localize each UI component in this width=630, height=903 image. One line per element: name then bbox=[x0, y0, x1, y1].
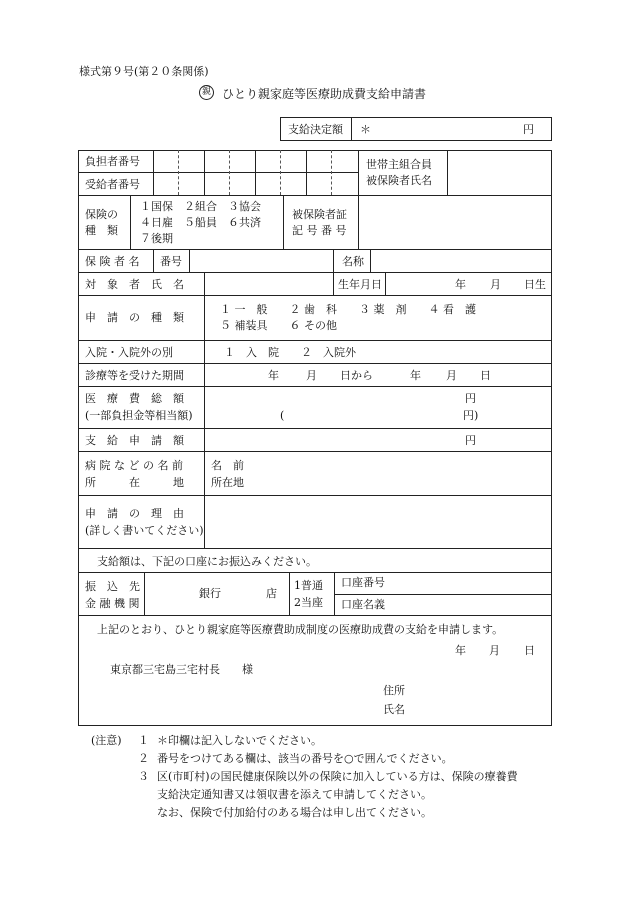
notes-label: (注意) bbox=[91, 734, 122, 747]
decision-amount-yen: 円 bbox=[523, 123, 534, 136]
meisho-label: 名称 bbox=[342, 255, 364, 268]
riyu-label-2: (詳しく書いてください) bbox=[85, 524, 204, 537]
birth-month-unit: 月 bbox=[490, 278, 501, 291]
ten-label: 店 bbox=[266, 587, 277, 600]
shinsei-type-label: 申 請 の 種 類 bbox=[85, 311, 184, 324]
decision-amount-asterisk: ＊ bbox=[360, 123, 371, 136]
taisho-label: 対 象 者 氏 名 bbox=[85, 278, 184, 291]
hoken-option-1: １国保 ２組合 ３協会 bbox=[140, 200, 261, 213]
furikomi-label-1: 振 込 先 bbox=[85, 580, 140, 593]
hihoken-label-2: 記 号 番 号 bbox=[292, 224, 347, 237]
riyu-label-1: 申 請 の 理 由 bbox=[85, 507, 184, 520]
ginko-label: 銀行 bbox=[199, 587, 221, 600]
byoin-label-2: 所 在 地 bbox=[85, 476, 184, 489]
iryo-label-1: 医 療 費 総 額 bbox=[85, 392, 184, 405]
jukyu-label: 受給者番号 bbox=[85, 178, 140, 191]
nyuin-label: 入院・入院外の別 bbox=[85, 346, 173, 359]
kikan-label: 診療等を受けた期間 bbox=[85, 369, 184, 382]
kikan-end-month: 月 bbox=[446, 369, 457, 382]
futsu-label: 1普通 bbox=[294, 579, 323, 592]
koza-note: 支給額は、下記の口座にお振込みください。 bbox=[97, 555, 317, 568]
shinsei-option-1: １ 一 般 ２ 歯 科 ３ 薬 剤 ４ 看 護 bbox=[220, 303, 476, 316]
jusho-label: 住所 bbox=[383, 684, 405, 697]
note-2: 番号をつけてある欄は、該当の番号を○で囲んでください。 bbox=[157, 752, 453, 765]
page-title: ひとり親家庭等医療助成費支給申請書 bbox=[222, 87, 427, 101]
date-day-unit: 日 bbox=[524, 644, 535, 657]
iryo-yen: 円 bbox=[465, 392, 476, 405]
note-1: ＊印欄は記入しないでください。 bbox=[157, 734, 322, 747]
kikan-start-day: 日から bbox=[340, 369, 373, 382]
birth-day-unit: 日生 bbox=[524, 278, 546, 291]
koza-bango-label: 口座番号 bbox=[341, 576, 385, 589]
iryo-paren-open: ( bbox=[280, 409, 285, 422]
note-3b: 支給決定通知書又は領収書を添えて申請してください。 bbox=[157, 788, 432, 801]
note-1-number: １ bbox=[138, 734, 149, 747]
kikan-end-year: 年 bbox=[410, 369, 421, 382]
form-number: 様式第９号(第２０条関係) bbox=[79, 65, 209, 78]
shimei-label: 氏名 bbox=[383, 703, 405, 716]
shikyu-yen: 円 bbox=[465, 434, 476, 447]
futan-label: 負担者番号 bbox=[85, 155, 140, 168]
date-month-unit: 月 bbox=[489, 644, 500, 657]
oya-mark: 親 bbox=[199, 85, 214, 100]
byoin-address-label: 所在地 bbox=[211, 476, 244, 489]
addressee: 東京都三宅島三宅村長 様 bbox=[110, 663, 253, 676]
kikan-start-month: 月 bbox=[306, 369, 317, 382]
nyuin-options: １ 入 院 ２ 入院外 bbox=[224, 346, 356, 359]
shinsei-option-2: ５ 補装具 ６ その他 bbox=[220, 319, 337, 332]
setainushi-label-1: 世帯主組合員 bbox=[366, 158, 432, 171]
koza-meigi-label: 口座名義 bbox=[341, 598, 385, 611]
byoin-label-1: 病 院 な ど の 名 前 bbox=[85, 459, 183, 472]
iryo-yen-paren: 円) bbox=[463, 409, 479, 422]
iryo-label-2: (一部負担金等相当額) bbox=[85, 409, 193, 422]
note-3c: なお、保険で付加給付のある場合は申し出てください。 bbox=[157, 806, 432, 819]
byoin-name-label: 名 前 bbox=[211, 459, 244, 472]
kikan-end-day: 日 bbox=[480, 369, 491, 382]
bango-label: 番号 bbox=[160, 255, 182, 268]
birth-year-unit: 年 bbox=[455, 278, 466, 291]
note-2-number: ２ bbox=[138, 752, 149, 765]
decision-amount-label: 支給決定額 bbox=[288, 123, 343, 136]
hoken-type-label-2: 種 類 bbox=[85, 224, 118, 237]
hoken-type-label-1: 保険の bbox=[85, 208, 118, 221]
toza-label: 2当座 bbox=[294, 596, 323, 609]
note-3a: 区(市町村)の国民健康保険以外の保険に加入している方は、保険の療養費 bbox=[157, 770, 518, 783]
date-year-unit: 年 bbox=[455, 644, 466, 657]
kikan-start-year: 年 bbox=[268, 369, 279, 382]
setainushi-label-2: 被保険者氏名 bbox=[366, 174, 432, 187]
shikyu-label: 支 給 申 請 額 bbox=[85, 434, 184, 447]
furikomi-label-2: 金 融 機 関 bbox=[85, 597, 140, 610]
seinen-label: 生年月日 bbox=[338, 278, 382, 291]
hokensha-label: 保 険 者 名 bbox=[85, 255, 140, 268]
note-3-number: ３ bbox=[138, 770, 149, 783]
hoken-option-2: ４日雇 ５船員 ６共済 bbox=[140, 216, 261, 229]
application-statement: 上記のとおり、ひとり親家庭等医療費助成制度の医療助成費の支給を申請します。 bbox=[97, 623, 504, 636]
hihoken-label-1: 被保険者証 bbox=[292, 208, 347, 221]
hoken-option-3: ７後期 bbox=[140, 232, 173, 245]
